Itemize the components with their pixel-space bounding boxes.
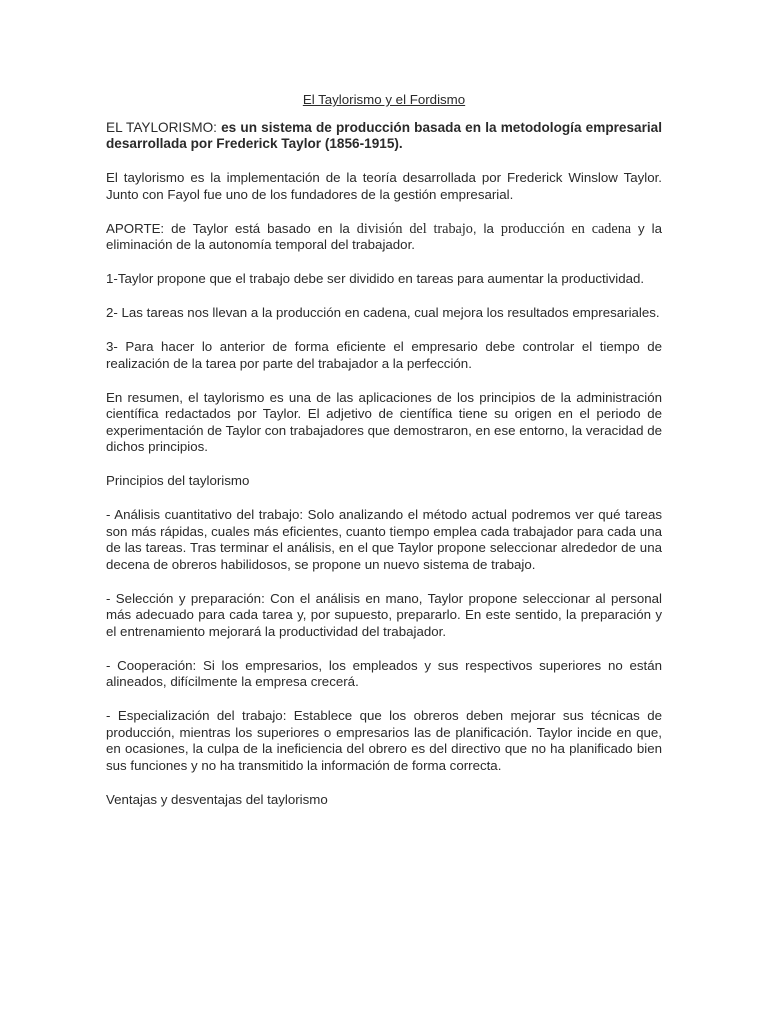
paragraph-aporte xyxy=(106,221,662,254)
document-title: El Taylorismo y el Fordismo xyxy=(302,92,466,107)
aporte-text-3: y la eliminación de la autonomía temporal del trabajador. xyxy=(106,220,663,252)
intro-definition: es un sistema de producción basada en la metodología empresarial desarrollada por Frederick Taylor (1856-1915). xyxy=(106,119,663,151)
paragraph-especializacion: - Especialización del trabajo: Establece que los obreros deben mejorar sus técnicas de producción, mientras los superiores o empresarios las de planificación. Taylor incide en que, en ocasiones, la culpa de la ineficiencia del obrero es del directivo que no ha planificado bien sus funciones y no ha transmitido la información de forma correcta. xyxy=(106,708,662,773)
aporte-term-division: división del trabajo xyxy=(356,220,473,237)
intro-label: EL TAYLORISMO: xyxy=(106,119,217,135)
heading-ventajas: Ventajas y desventajas del taylorismo xyxy=(106,791,328,807)
paragraph-seleccion: - Selección y preparación: Con el análisis en mano, Taylor propone seleccionar al personal más adecuado para cada tarea y, por supuesto, prepararlo. En este sentido, la preparación y el entrenamiento mejorará la productividad del trabajador. xyxy=(106,590,662,639)
paragraph-item-2: 2- Las tareas nos llevan a la producción en cadena, cual mejora los resultados empresariales. xyxy=(106,305,660,320)
document-page xyxy=(106,92,662,826)
aporte-term-cadena: producción en cadena xyxy=(500,220,632,237)
intro-paragraph xyxy=(106,120,662,153)
aporte-text-2: , la xyxy=(472,220,501,236)
aporte-text-1: APORTE: de Taylor está basado en la xyxy=(106,220,357,236)
paragraph-resumen: En resumen, el taylorismo es una de las aplicaciones de los principios de la administración científica redactados por Taylor. El adjetivo de científica tiene su origen en el periodo de experimentación de Taylor con trabajadores que demostraron, en ese entorno, la veracidad de dichos principios. xyxy=(106,389,662,454)
paragraph-item-1: 1-Taylor propone que el trabajo debe ser dividido en tareas para aumentar la productividad. xyxy=(106,271,645,286)
heading-principios: Principios del taylorismo xyxy=(106,473,250,488)
paragraph-analisis: - Análisis cuantitativo del trabajo: Solo analizando el método actual podremos ver qué tareas son más rápidas, cuales más eficientes, cuanto tiempo emplea cada trabajador para cada una de las tareas. Tras terminar el análisis, en el que Taylor propone seleccionar alrededor de una decena de obreros habilidosos, se propone un nuevo sistema de trabajo. xyxy=(106,507,662,572)
paragraph-item-3: 3- Para hacer lo anterior de forma eficiente el empresario debe controlar el tiempo de realización de la tarea por parte del trabajador a la perfección. xyxy=(106,339,662,371)
paragraph-definition: El taylorismo es la implementación de la teoría desarrollada por Frederick Winslow Taylor. Junto con Fayol fue uno de los fundadores de la gestión empresarial. xyxy=(106,170,662,202)
paragraph-cooperacion: - Cooperación: Si los empresarios, los empleados y sus respectivos superiores no están alineados, difícilmente la empresa crecerá. xyxy=(106,657,662,689)
